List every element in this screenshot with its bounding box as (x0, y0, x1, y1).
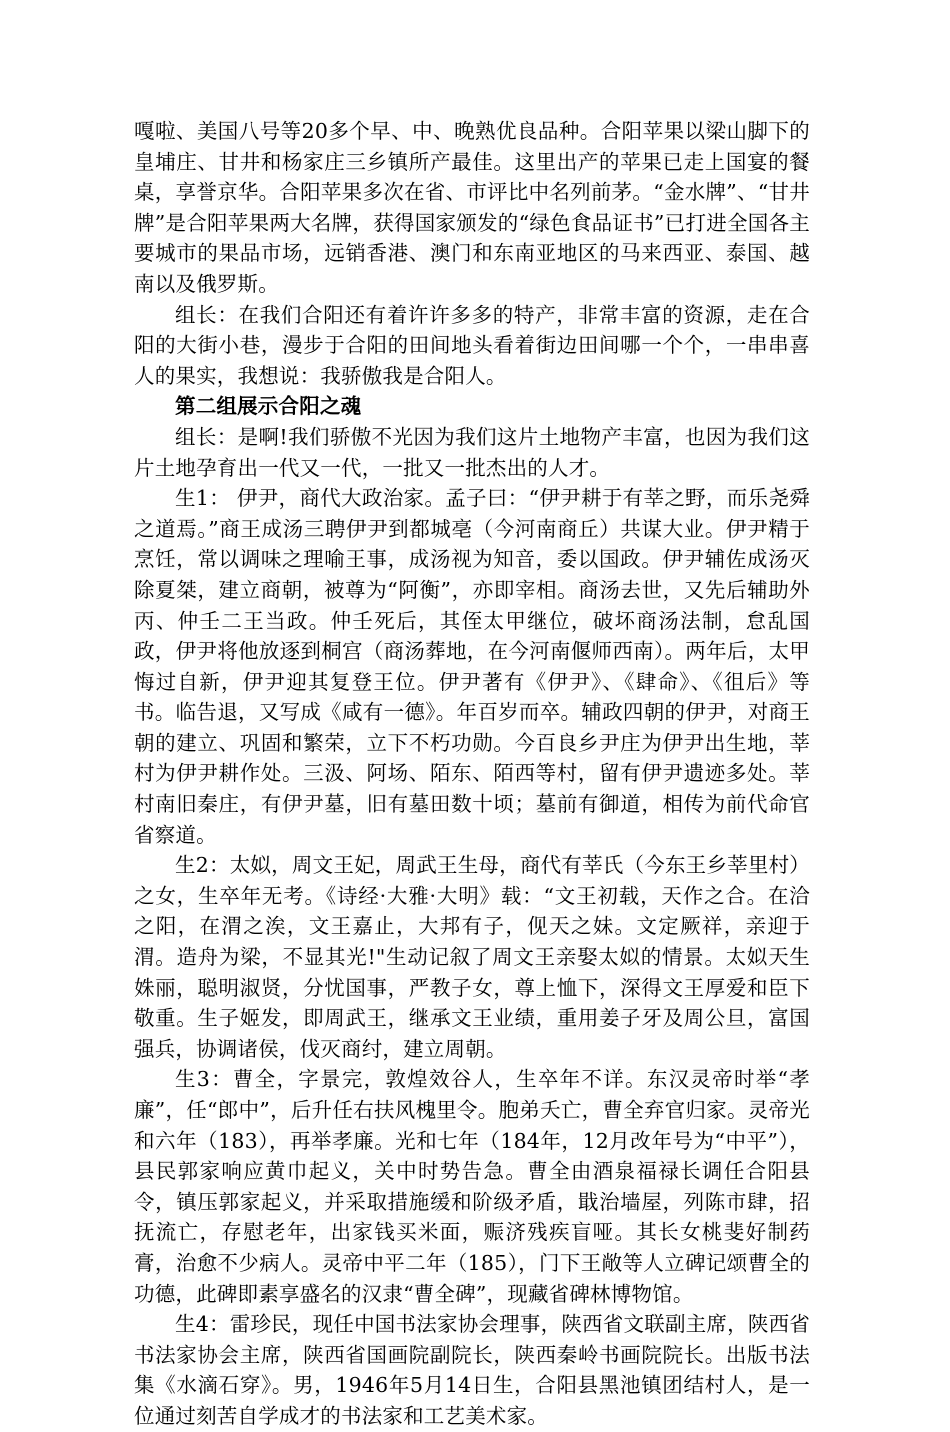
paragraph-leader-talents: 组长：是啊!我们骄傲不光因为我们这片土地物产丰富，也因为我们这片土地孕育出一代又一代，一批又一批杰出的人才。 (134, 424, 810, 480)
document-page (134, 116, 810, 1432)
paragraph-apple-varieties: 嘎啦、美国八号等20多个早、中、晚熟优良品种。合阳苹果以梁山脚下的皇埔庄、甘井和杨家庄三乡镇所产最佳。这里出产的苹果已走上国宴的餐桌，享誉京华。合阳苹果多次在省、市评比中名列前茅。“金水牌”、“甘井牌”是合阳苹果两大名牌，获得国家颁发的“绿色食品证书”已打进全国各主要城市的果品市场，远销香港、澳门和东南亚地区的马来西亚、泰国、越南以及俄罗斯。 (134, 119, 810, 296)
paragraph-student-3-caoquan: 生3：曹全，字景完，敦煌效谷人，生卒年不详。东汉灵帝时举“孝廉”，任“郎中”，后升任右扶风槐里令。胞弟夭亡，曹全弃官归家。灵帝光和六年（183），再举孝廉。光和七年（184年，12月改年号为“中平”），县民郭家响应黄巾起义，关中时势告急。曹全由酒泉福禄长调任合阳县令，镇压郭家起义，并采取措施缓和阶级矛盾，戢治墙屋，列陈市肆，招抚流亡，存慰老年，出家钱买米面，赈济残疾盲哑。其长女桃斐好制药膏，治愈不少病人。灵帝中平二年（185），门下王敞等人立碑记颂曹全的功德，此碑即素享盛名的汉隶“曹全碑”，现藏省碑林博物馆。 (134, 1067, 810, 1306)
paragraph-leader-specialties: 组长：在我们合阳还有着许许多多的特产，非常丰富的资源，走在合阳的大街小巷，漫步于合阳的田间地头看着街边田间哪一个个，一串串喜人的果实，我想说：我骄傲我是合阳人。 (134, 302, 810, 388)
paragraph-student-2-taisi: 生2：太姒，周文王妃，周武王生母，商代有莘氏（今东王乡莘里村）之女，生卒年无考。《诗经·大雅·大明》载：“文王初载，天作之合。在洽之阳，在渭之涘，文王嘉止，大邦有子，伣天之妹。文定厥祥，亲迎于渭。造舟为梁，不显其光!"生动记叙了周文王亲娶太姒的情景。太姒天生姝丽，聪明淑贤，分忧国事，严教子女，尊上恤下，深得文王厚爱和臣下敬重。生子姬发，即周武王，继承文王业绩，重用姜子牙及周公旦，富国强兵，协调诸侯，伐灭商纣，建立周朝。 (134, 853, 810, 1061)
paragraph-student-4-leizhenmin: 生4：雷珍民，现任中国书法家协会理事，陕西省文联副主席，陕西省书法家协会主席，陕西省国画院副院长，陕西秦岭书画院院长。出版书法集《水滴石穿》。男，1946年5月14日生，合阳县黑池镇团结村人，是一位通过刻苦自学成才的书法家和工艺美术家。 (134, 1312, 810, 1428)
paragraph-student-1-yiyin: 生1： 伊尹，商代大政治家。孟子曰：“伊尹耕于有莘之野，而乐尧舜之道焉。”商王成汤三聘伊尹到都城亳（今河南商丘）共谋大业。伊尹精于烹饪，常以调味之理喻王事，成汤视为知音，委以国政。伊尹辅佐成汤灭除夏桀，建立商朝，被尊为“阿衡”，亦即宰相。商汤去世，又先后辅助外丙、仲壬二王当政。仲壬死后，其侄太甲继位，破坏商汤法制，怠乱国政，伊尹将他放逐到桐宫（商汤葬地，在今河南偃师西南）。两年后，太甲悔过自新，伊尹迎其复登王位。伊尹著有《伊尹》、《肆命》、《徂后》等书。临告退，又写成《咸有一德》。年百岁而卒。辅政四朝的伊尹，对商王朝的建立、巩固和繁荣，立下不朽功勋。今百良乡尹庄为伊尹出生地，莘村为伊尹耕作处。三汲、阿场、陌东、陌西等村，留有伊尹遗迹多处。莘村南旧秦庄，有伊尹墓，旧有墓田数十顷；墓前有御道，相传为前代命官省察道。 (134, 486, 810, 847)
section-heading: 第二组展示合阳之魂 (175, 394, 362, 419)
